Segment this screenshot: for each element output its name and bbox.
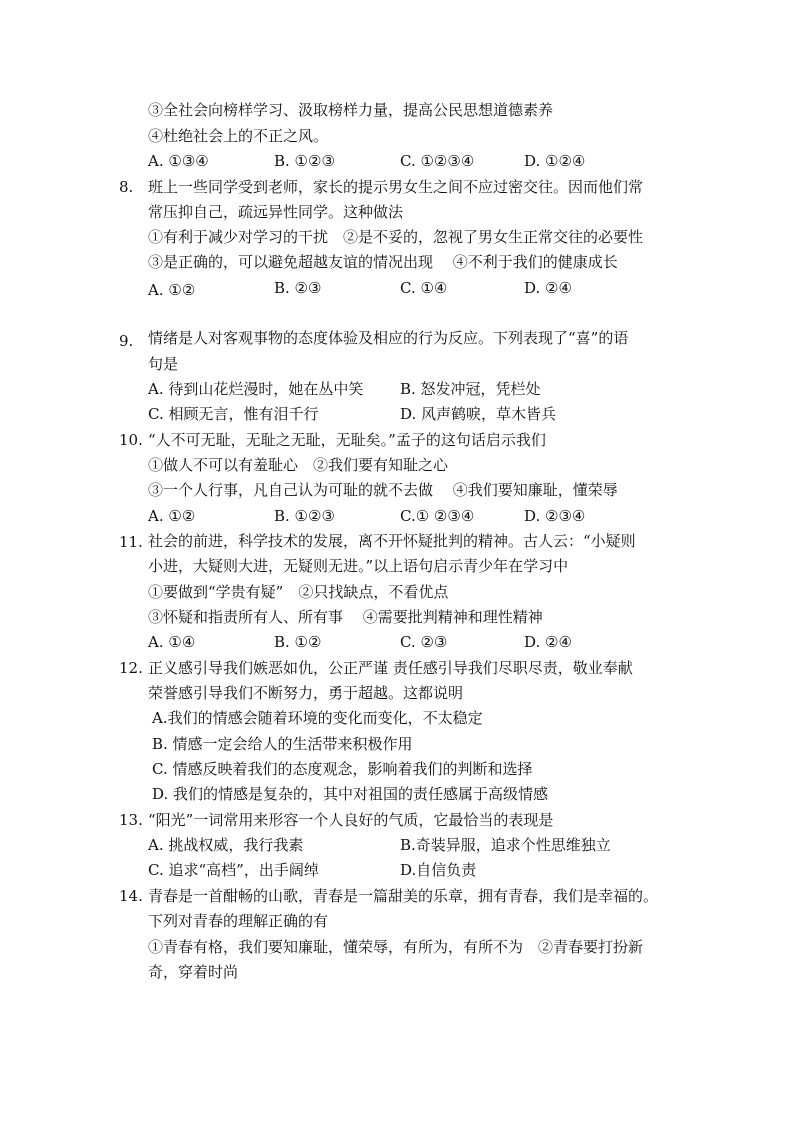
q12-stem-line-1: 正义感引导我们嫉恶如仇，公正严谨 责任感引导我们尽职尽责，敬业奉献 xyxy=(148,659,633,677)
q10-option-c: C.① ②③④ xyxy=(400,507,475,525)
q8-option-d: D. ②④ xyxy=(524,279,572,297)
q13-option-c: C. 追求“高档”，出手阔绰 xyxy=(148,861,319,879)
q11-option-d: D. ②④ xyxy=(524,633,572,651)
q11-number: 11. xyxy=(119,533,143,551)
q9-number: 9. xyxy=(119,332,134,350)
q8-option-a: A. ①② xyxy=(148,281,196,299)
q10-statement-line-1: ①做人不可以有羞耻心 ②我们要有知耻之心 xyxy=(148,456,449,474)
q11-stem-line-1: 社会的前进，科学技术的发展，离不开怀疑批判的精神。古人云：“小疑则 xyxy=(148,532,636,550)
q9-option-b: B. 怒发冲冠，凭栏处 xyxy=(400,380,541,398)
q9-option-c: C. 相顾无言，惟有泪千行 xyxy=(148,405,319,423)
q10-option-d: D. ②③④ xyxy=(524,507,586,525)
q12-stem-line-2: 荣誉感引导我们不断努力，勇于超越。这都说明 xyxy=(148,684,464,702)
q8-option-c: C. ①④ xyxy=(400,279,448,297)
q8-statement-line-1: ①有利于减少对学习的干扰 ②是不妥的，忽视了男女生正常交往的必要性 xyxy=(148,228,644,246)
q7-option-b: B. ①②③ xyxy=(274,152,335,170)
q12-option-b: B. 情感一定会给人的生活带来积极作用 xyxy=(152,735,413,753)
q11-option-c: C. ②③ xyxy=(400,633,448,651)
q8-stem-line-2: 常压抑自己，疏远异性同学。这种做法 xyxy=(148,203,404,221)
q9-option-a: A. 待到山花烂漫时，她在丛中笑 xyxy=(148,380,364,398)
q8-stem-line-1: 班上一些同学受到老师，家长的提示男女生之间不应过密交往。因而他们常 xyxy=(148,178,644,196)
q10-statement-line-2: ③一个人行事，凡自己认为可耻的就不去做 ④我们要知廉耻，懂荣辱 xyxy=(148,481,618,499)
q9-stem-line-1: 情绪是人对客观事物的态度体验及相应的行为反应。下列表现了“喜”的语 xyxy=(148,329,629,347)
q8-number: 8. xyxy=(119,178,134,196)
q11-option-b: B. ①② xyxy=(274,633,322,651)
q12-option-a: A.我们的情感会随着环境的变化而变化，不太稳定 xyxy=(152,709,483,727)
q14-stem-line-2: 下列对青春的理解正确的有 xyxy=(148,912,329,930)
q14-stem-line-1: 青春是一首酣畅的山歌，青春是一篇甜美的乐章，拥有青春，我们是幸福的。 xyxy=(148,887,659,905)
q10-number: 10. xyxy=(119,431,143,449)
q7-option-a: A. ①③④ xyxy=(148,152,209,170)
q9-option-d: D. 风声鹤唳，草木皆兵 xyxy=(400,405,557,423)
q8-statement-line-2: ③是正确的，可以避免超越友谊的情况出现 ④不利于我们的健康成长 xyxy=(148,253,618,271)
q11-option-a: A. ①④ xyxy=(148,633,196,651)
q10-option-b: B. ①②③ xyxy=(274,507,335,525)
q11-stem-line-2: 小进，大疑则大进，无疑则无进。”以上语句启示青少年在学习中 xyxy=(148,557,569,575)
q13-option-b: B.奇装异服，追求个性思维独立 xyxy=(400,836,611,854)
q7-statement-4: ④杜绝社会上的不正之风。 xyxy=(148,127,329,145)
q10-option-a: A. ①② xyxy=(148,507,196,525)
q13-option-d: D.自信负责 xyxy=(400,861,477,879)
q14-number: 14. xyxy=(119,887,143,905)
q8-option-b: B. ②③ xyxy=(274,279,322,297)
q13-option-a: A. 挑战权威，我行我素 xyxy=(148,836,304,854)
q13-number: 13. xyxy=(119,811,143,829)
q7-option-d: D. ①②④ xyxy=(524,152,586,170)
q11-statement-line-1: ①要做到“学贵有疑” ②只找缺点，不看优点 xyxy=(148,583,449,601)
q12-option-c: C. 情感反映着我们的态度观念，影响着我们的判断和选择 xyxy=(152,760,533,778)
q14-statement-line-1: ①青春有格，我们要知廉耻，懂荣辱，有所为，有所不为 ②青春要打扮新 xyxy=(148,938,644,956)
q12-number: 12. xyxy=(119,659,143,677)
q11-statement-line-2: ③怀疑和指责所有人、所有事 ④需要批判精神和理性精神 xyxy=(148,608,543,626)
q12-option-d: D. 我们的情感是复杂的，其中对祖国的责任感属于高级情感 xyxy=(152,785,549,803)
q13-stem-line-1: “阳光”一词常用来形容一个人良好的气质，它最恰当的表现是 xyxy=(148,811,554,829)
q10-stem-line-1: “人不可无耻，无耻之无耻，无耻矣。”孟子的这句话启示我们 xyxy=(148,431,546,449)
q7-option-c: C. ①②③④ xyxy=(400,152,475,170)
q9-stem-line-2: 句是 xyxy=(148,355,179,373)
q7-statement-3: ③全社会向榜样学习、汲取榜样力量，提高公民思想道德素养 xyxy=(148,101,554,119)
q14-statement-line-2: 奇，穿着时尚 xyxy=(148,963,239,981)
